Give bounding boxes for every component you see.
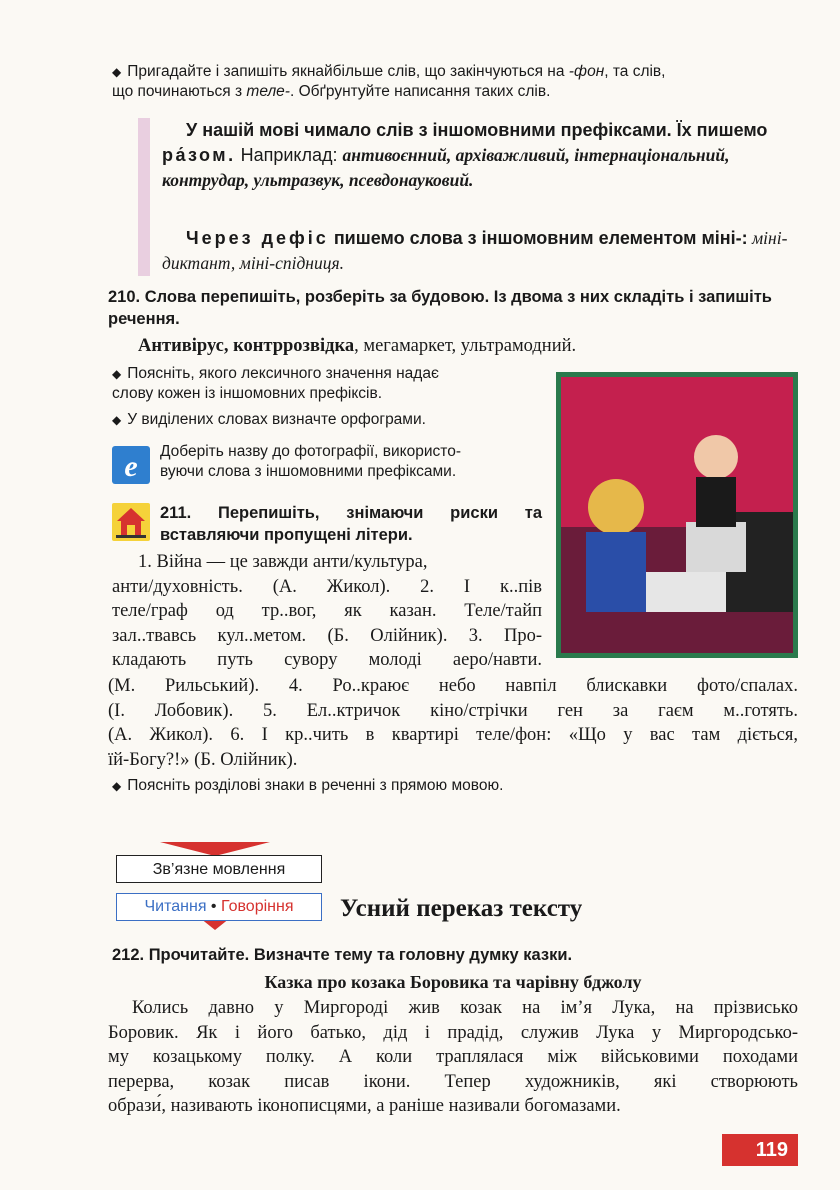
rule-prefixes-together: У нашій мові чимало слів з іншомовними префіксами. Їх пишемо ра́зом. Наприклад: антивоєнний, архіважливий, інтернаціональний, контрудар, ультразвук, псевдонауковий. — [162, 120, 768, 190]
task-210-question-2: ◆ У виділених словах визначте орфограми. — [112, 411, 426, 428]
task-210-heading: 210. Слова перепишіть, розберіть за будовою. Із двома з них складіть і запишіть речення. — [108, 288, 772, 328]
task-211-heading: 211. Перепишіть, знімаючи риски та вставляючи пропущені літери. — [160, 504, 542, 544]
bullet-diamond-icon: ◆ — [112, 65, 122, 79]
task-210-words: Антивірус, контррозвідка, мегамаркет, ультрамодний. — [138, 336, 577, 356]
photo-title-task: Доберіть назву до фотографії, використо- вуючи слова з іншомовними префіксами. — [160, 443, 461, 480]
task-211-question: ◆ Поясніть розділові знаки в реченні з прямою мовою. — [112, 777, 504, 794]
connected-speech-label: Зв’язне мовлення — [116, 855, 322, 883]
story-text: Колись давно у Миргороді жив козак на ім’я Лука, на прізвисько Боровик. Як і його батько, дід і прадід, служив Лука у Миргородсько- му козацькому полку. А коли траплялася між військовими походами перерва, козак писав ікони. Тепер художників, які створюють образи́, називають іконописцями, а раніше називали богомазами. — [108, 998, 798, 1116]
dot-separator: • — [206, 898, 221, 915]
e-learning-icon — [112, 446, 150, 484]
rule-side-bar — [138, 118, 150, 276]
bullet-diamond-icon: ◆ — [112, 779, 122, 793]
page-number: 119 — [722, 1134, 798, 1166]
reading-speaking-label: Читання • Говоріння — [116, 893, 322, 921]
section-title: Усний переказ тексту — [340, 895, 583, 922]
home-task-icon — [112, 503, 150, 541]
bullet-diamond-icon: ◆ — [112, 413, 122, 427]
task-210-question-1: ◆ Поясніть, якого лексичного значення надає слову кожен із іншомовних префіксів. — [112, 365, 439, 402]
rule-prefix-hyphen: Через дефіс пишемо слова з іншомовним елементом міні-: міні-диктант, міні-спідниця. — [162, 228, 788, 273]
photo-girl-computer — [556, 372, 798, 658]
intro-task-line1: ◆ Пригадайте і запишіть якнайбільше слів, що закінчуються на -фон, та слів, — [112, 63, 666, 80]
intro-task — [112, 62, 802, 102]
intro-task-line2: що починаються з теле-. Обґрунтуйте написання таких слів. — [112, 83, 551, 100]
svg-text:e: e — [124, 450, 138, 483]
task-211-text-narrow: 1. Війна — це завжди анти/культура, анти/духовність. (А. Жикол). 2. І к..пів теле/граф од тр..вог, як казан. Теле/тайп зал..твавсь кул..метом. (Б. Олійник). 3. Про- кладають путь сувору молоді аеро/навти. — [112, 552, 542, 670]
task-211-text-wide: (М. Рильський). 4. Ро..краює небо навпіл блискавки фото/спалах. (І. Лобовик). 5. Ел..ктричок кіно/стрічки ген за гаєм м..готять. (А. Жикол). 6. І кр..чить в квартирі теле/фон: «Що у вас там діється, їй-Богу?!» (Б. Олійник). — [108, 676, 798, 770]
story-title: Казка про козака Боровика та чарівну бджолу — [264, 972, 642, 992]
task-212-heading: 212. Прочитайте. Визначте тему та головну думку казки. — [112, 946, 573, 964]
bullet-diamond-icon: ◆ — [112, 367, 122, 381]
